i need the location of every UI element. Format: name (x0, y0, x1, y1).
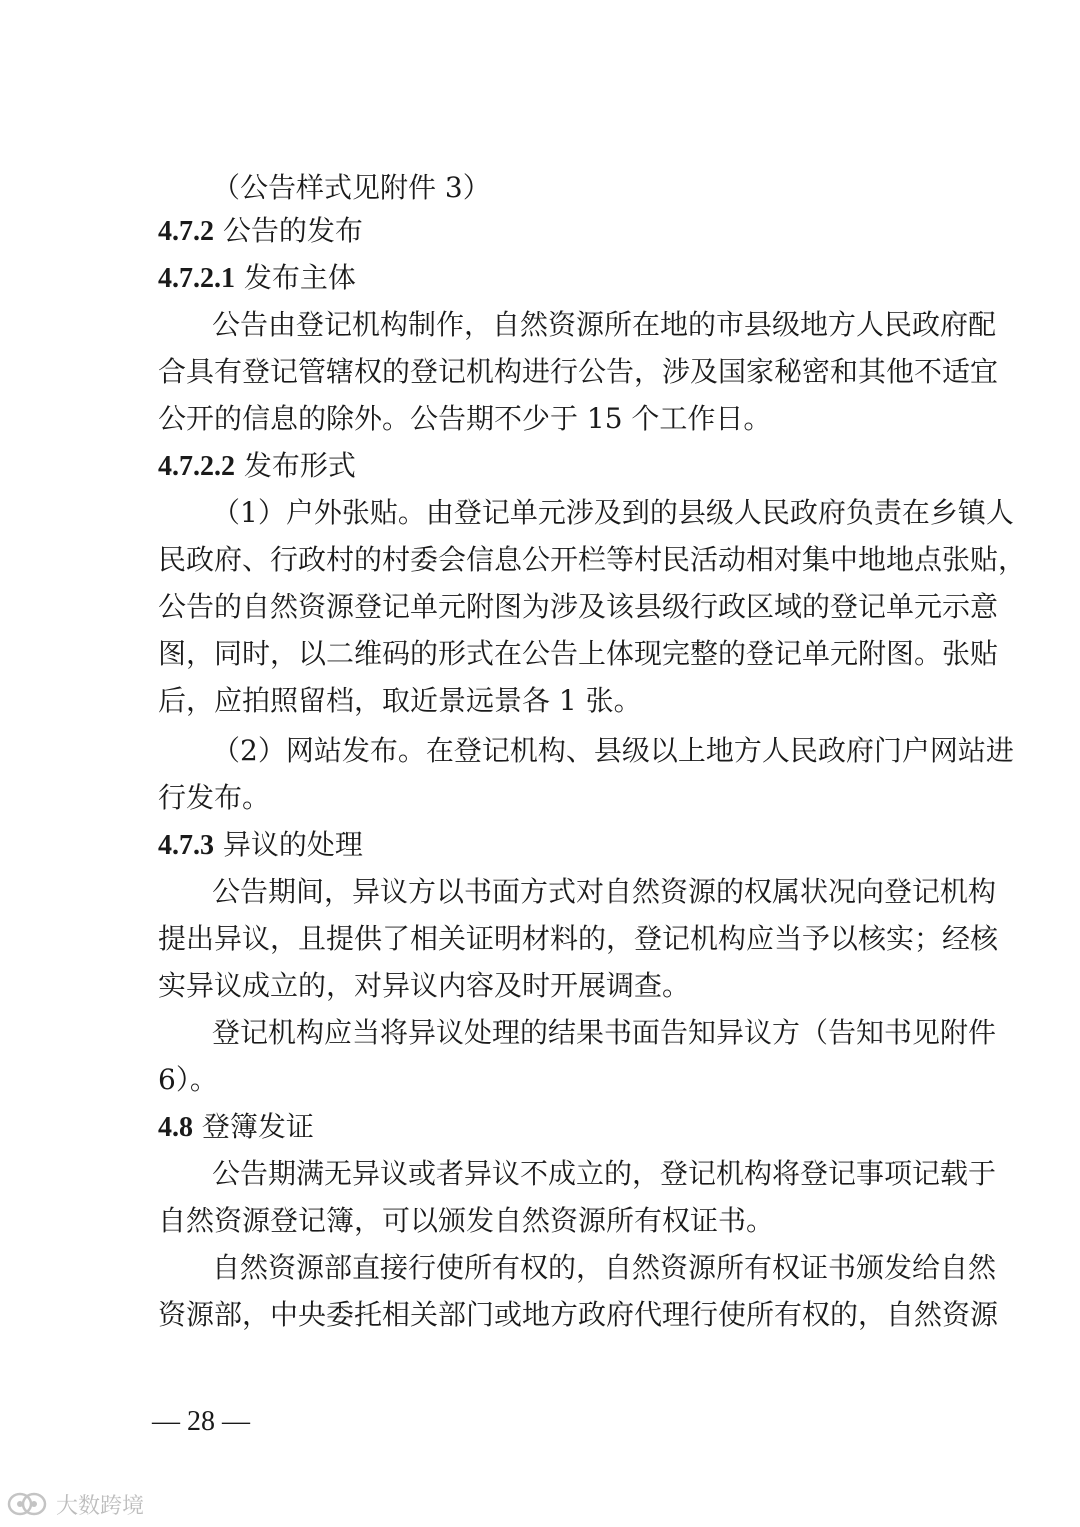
body-line: 提出异议，且提供了相关证明材料的，登记机构应当予以核实；经核 (158, 922, 999, 955)
body-line: 合具有登记管辖权的登记机构进行公告，涉及国家秘密和其他不适宜 (158, 355, 999, 388)
section-heading-4-7-3 (158, 825, 363, 866)
body-line: （1）户外张贴。由登记单元涉及到的县级人民政府负责在乡镇人 (212, 496, 1014, 529)
body-line: 公开的信息的除外。公告期不少于 15 个工作日。 (158, 402, 772, 435)
section-heading-4-8 (158, 1107, 314, 1148)
body-line: 登记机构应当将异议处理的结果书面告知异议方（告知书见附件 (212, 1016, 997, 1049)
watermark (6, 1488, 144, 1520)
section-number: 4.7.3 (158, 830, 214, 861)
section-title: 异议的处理 (222, 828, 363, 861)
section-heading-4-7-2 (158, 211, 363, 252)
body-line: 公告期间，异议方以书面方式对自然资源的权属状况向登记机构 (212, 875, 997, 908)
section-heading-4-7-2-2 (158, 446, 356, 487)
body-line: 自然资源部直接行使所有权的，自然资源所有权证书颁发给自然 (212, 1251, 997, 1284)
section-title: 发布形式 (243, 449, 356, 482)
body-line: （2）网站发布。在登记机构、县级以上地方人民政府门户网站进 (212, 734, 1014, 767)
note-paragraph: （公告样式见附件 3） (212, 171, 491, 204)
body-line: 资源部，中央委托相关部门或地方政府代理行使所有权的，自然资源 (158, 1298, 999, 1331)
section-number: 4.7.2 (158, 216, 214, 247)
body-line: 民政府、行政村的村委会信息公开栏等村民活动相对集中地地点张贴， (158, 543, 1027, 576)
body-line: 公告由登记机构制作，自然资源所在地的市县级地方人民政府配 (212, 308, 997, 341)
body-line: 后，应拍照留档，取近景远景各 1 张。 (158, 684, 642, 717)
section-number: 4.8 (158, 1112, 193, 1143)
page-number: — 28 — (152, 1406, 250, 1437)
section-number: 4.7.2.1 (158, 263, 235, 294)
watermark-text: 大数跨境 (56, 1493, 145, 1519)
body-line: 图，同时，以二维码的形式在公告上体现完整的登记单元附图。张贴 (158, 637, 999, 670)
body-line: 实异议成立的，对异议内容及时开展调查。 (158, 969, 691, 1002)
section-title: 发布主体 (243, 261, 356, 294)
body-line: 自然资源登记簿，可以颁发自然资源所有权证书。 (158, 1204, 775, 1237)
section-title: 公告的发布 (222, 214, 363, 247)
body-line: 6）。 (158, 1063, 218, 1096)
section-title: 登簿发证 (201, 1110, 314, 1143)
body-line: 行发布。 (158, 781, 271, 814)
section-heading-4-7-2-1 (158, 258, 356, 299)
watermark-logo-icon (6, 1490, 50, 1518)
body-line: 公告的自然资源登记单元附图为涉及该县级行政区域的登记单元示意 (158, 590, 999, 623)
body-line: 公告期满无异议或者异议不成立的，登记机构将登记事项记载于 (212, 1157, 997, 1190)
section-number: 4.7.2.2 (158, 451, 235, 482)
